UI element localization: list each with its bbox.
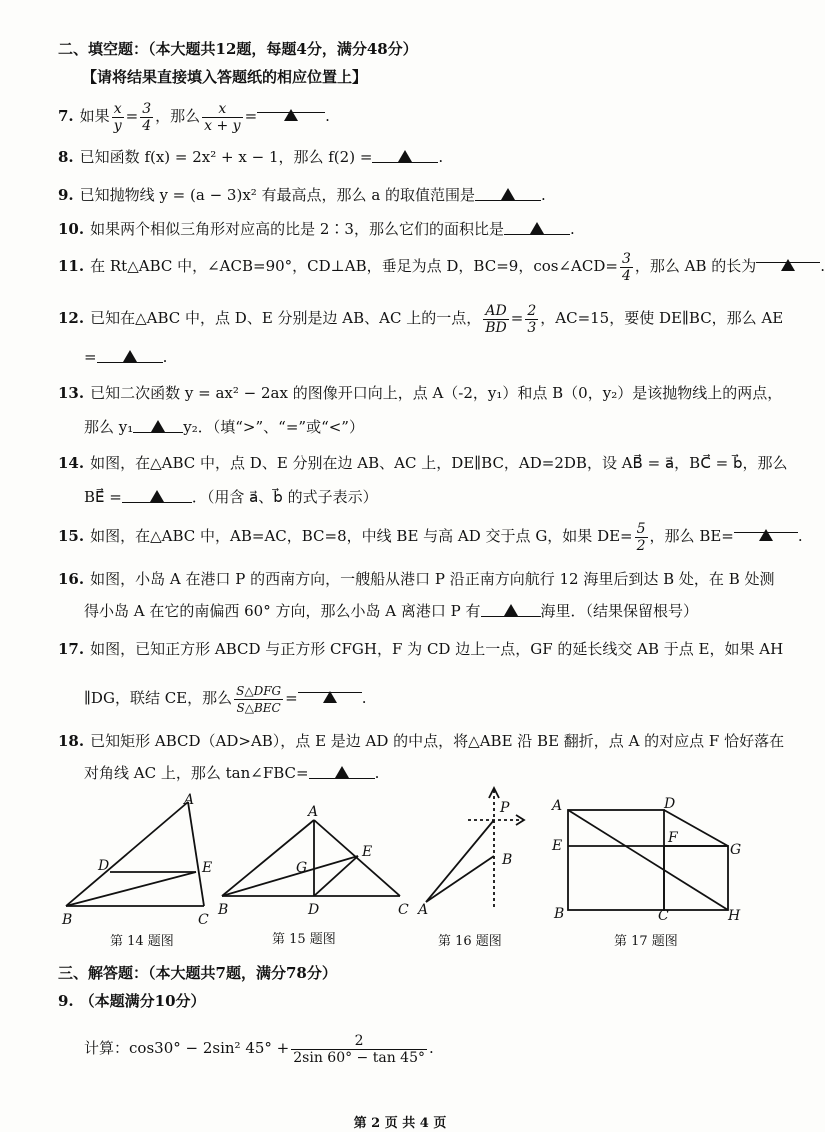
figure-15 (216, 800, 416, 930)
q17-text-a: ∥DG，联结 CE，那么 (84, 689, 233, 707)
edge-ac (188, 802, 204, 906)
question-number: 14. (58, 454, 85, 472)
question-number: 8. (58, 148, 74, 166)
question-number: 18. (58, 732, 85, 750)
question-16 (58, 568, 775, 590)
question-11 (58, 246, 825, 286)
triangle-mark-icon (335, 766, 349, 778)
label-f: F (668, 830, 678, 846)
page-footer: 第 2 页 共 4 页 (353, 1116, 447, 1131)
label-a: A (552, 798, 563, 814)
q14-text: 如图，在△ABC 中，点 D、E 分别在边 AB、AC 上，DE∥BC，AD=2DB，设 AB⃗ = a⃗，BC⃗ = b⃗，那么 (90, 454, 788, 472)
q9-text: 已知抛物线 y = (a − 3)x² 有最高点，那么 a 的取值范围是 (79, 186, 476, 204)
question-number: 12. (58, 309, 85, 327)
question-18-line2 (84, 762, 760, 784)
question-number: 9. (58, 186, 74, 204)
q13-text: 已知二次函数 y = ax² − 2ax 的图像开口向上，点 A（-2，y₁）和点 B（0，y₂）是该抛物线上的两点， (90, 384, 783, 402)
q14-text-a: BE⃗ = (84, 488, 122, 506)
square-cfgh (664, 846, 728, 910)
question-14-line2 (84, 486, 760, 508)
q15-end: . (797, 527, 803, 545)
segment-pa (426, 820, 494, 902)
label-c: C (398, 902, 409, 918)
question-16-line2 (84, 600, 760, 622)
q17-end: . (361, 689, 367, 707)
figure-16-caption: 第 16 题图 (438, 934, 502, 949)
label-e: E (552, 838, 563, 854)
figure-14 (58, 790, 228, 930)
label-a: A (418, 902, 429, 918)
q17-text: 如图，已知正方形 ABCD 与正方形 CFGH，F 为 CD 边上一点，GF 的延长线交 AB 于点 E，如果 AH (90, 640, 784, 658)
q9-end: . (541, 186, 546, 204)
label-g: G (296, 860, 308, 876)
fraction-3-over-4: $\frac{3}{4}$ (621, 250, 631, 284)
triangle-mark-icon (150, 490, 164, 502)
question-number: 15. (58, 527, 85, 545)
label-b: B (218, 902, 229, 918)
triangle-mark-icon (759, 529, 773, 541)
q13-text-a: 那么 y₁ (84, 418, 134, 436)
question-19 (84, 1024, 760, 1072)
question-12-line2 (84, 346, 760, 368)
label-b: B (554, 906, 565, 922)
triangle-mark-icon (284, 109, 298, 121)
label-e: E (362, 844, 373, 860)
q19-score: （本题满分10分） (79, 992, 206, 1010)
question-9 (58, 184, 760, 206)
q11-text: 在 Rt△ABC 中，∠ACB=90°，CD⊥AB，垂足为点 D，BC=9，cos∠ACD= (90, 257, 618, 275)
q12-end: . (162, 348, 168, 366)
q12-text: 已知在△ABC 中，点 D、E 分别是边 AB、AC 上的一点， (90, 309, 482, 327)
question-18 (58, 730, 785, 752)
triangle-mark-icon (501, 188, 515, 200)
question-19-header (58, 990, 760, 1012)
label-e: E (202, 860, 213, 876)
triangle-mark-icon (123, 350, 137, 362)
q7-text-a: 如果 (79, 107, 110, 125)
fraction-x-over-y: $\frac{x}{y}$ (113, 100, 122, 134)
label-b: B (62, 912, 73, 928)
question-number: 13. (58, 384, 85, 402)
label-p: P (500, 800, 510, 816)
triangle-mark-icon (151, 420, 165, 432)
question-15 (58, 516, 803, 556)
q10-end: . (569, 220, 575, 238)
question-number: 9. (58, 992, 74, 1010)
fraction-2-over-3: $\frac{2}{3}$ (527, 302, 537, 336)
question-7: 7. 如果 $\frac{x}{y}$ = $\frac{3}{4}$ ，那么 $\frac{x}{x + y}$ = . (58, 96, 760, 136)
label-a: A (184, 792, 195, 808)
q16-text-a: 得小岛 A 在它的南偏西 60° 方向，那么小岛 A 离港口 P 有 (84, 602, 481, 620)
answer-blank[interactable] (481, 600, 541, 617)
question-number: 11. (58, 257, 85, 275)
label-d: D (98, 858, 110, 874)
section2-title: 二、填空题：（本大题共12题，每题4分，满分48分） (58, 40, 418, 58)
q16-text: 如图，小岛 A 在港口 P 的西南方向，一艘船从港口 P 沿正南方向航行 12 海里后到达 B 处，在 B 处测 (90, 570, 775, 588)
label-g: G (730, 842, 742, 858)
edge-ab (222, 820, 314, 896)
q18-text: 已知矩形 ABCD（AD>AB），点 E 是边 AD 的中点，将△ABE 沿 BE 翻折，点 A 的对应点 F 恰好落在 (90, 732, 785, 750)
segment-ab (426, 856, 494, 902)
fraction-ad-over-bd: $\frac{AD}{BD}$ (485, 302, 507, 336)
answer-blank[interactable] (122, 486, 192, 503)
q16-text-b: 海里．（结果保留根号） (540, 602, 699, 620)
answer-blank[interactable] (298, 676, 362, 693)
answer-blank[interactable] (372, 146, 438, 163)
q12-text2: ，AC=15，要使 DE∥BC，那么 AE (540, 309, 784, 327)
median-be (222, 856, 358, 896)
answer-blank[interactable] (257, 96, 325, 113)
triangle-mark-icon (530, 222, 544, 234)
figure-17-caption: 第 17 题图 (614, 934, 678, 949)
q7-end: . (325, 107, 330, 125)
answer-blank[interactable] (97, 346, 163, 363)
question-number: 17. (58, 640, 85, 658)
q7-text-b: ，那么 (155, 107, 201, 125)
section2-instruction: 【请将结果直接填入答题纸的相应位置上】 (82, 68, 368, 86)
figure-16 (418, 786, 528, 926)
segment-ah (568, 810, 728, 910)
q8-text: 已知函数 f(x) = 2x² + x − 1，那么 f(2) = (79, 148, 373, 166)
question-13 (58, 382, 783, 404)
fraction-area-ratio: $\frac{\text{S△DFG}}{\text{S△BEC}}$ (236, 683, 282, 715)
question-number: 7. (58, 107, 74, 125)
figure-14-caption: 第 14 题图 (110, 934, 174, 949)
answer-blank[interactable] (133, 416, 183, 433)
question-12: 12. 已知在△ABC 中，点 D、E 分别是边 AB、AC 上的一点， $\frac{AD}{BD}$ = $\frac{2}{3}$ ，AC=15，要使 DE∥BC，那么 AE (58, 302, 784, 336)
q7-equals: = (244, 107, 258, 125)
fraction-3-over-4: $\frac{3}{4}$ (142, 100, 152, 134)
q15-text: 如图，在△ABC 中，AB=AC，BC=8，中线 BE 与高 AD 交于点 G，如果 DE= (90, 527, 633, 545)
answer-blank[interactable] (475, 184, 541, 201)
question-17-line2 (84, 676, 760, 720)
q19-end: . (429, 1039, 434, 1057)
question-14 (58, 452, 788, 474)
q11-text2: ，那么 AB 的长为 (634, 257, 757, 275)
fraction-calc: $\frac{2}{2\sin 60^\circ - \tan 45^\circ}$ (293, 1032, 425, 1066)
q8-end: . (438, 148, 444, 166)
label-b: B (502, 852, 513, 868)
q19-expression: cos30° − 2sin² 45° + (129, 1039, 290, 1057)
q18-text-a: 对角线 AC 上，那么 tan∠FBC= (84, 764, 309, 782)
question-number: 16. (58, 570, 85, 588)
q15-text2: ，那么 BE= (649, 527, 734, 545)
answer-blank[interactable] (504, 218, 570, 235)
question-13-line2 (84, 416, 760, 438)
q10-text: 如果两个相似三角形对应高的比是 2∶3，那么它们的面积比是 (90, 220, 504, 238)
q12-equals: = (84, 348, 97, 366)
label-d: D (664, 796, 676, 812)
q18-end: . (374, 764, 380, 782)
answer-blank[interactable] (756, 246, 820, 263)
q13-text-b: y₂．（填“>”、“=”或“<”） (183, 418, 364, 436)
section3-title: 三、解答题：（本大题共7题，满分78分） (58, 964, 337, 982)
q11-end: . (820, 257, 825, 275)
triangle-mark-icon (398, 150, 412, 162)
figure-17 (546, 796, 756, 926)
triangle-mark-icon (504, 604, 518, 616)
answer-blank[interactable] (734, 516, 798, 533)
label-c: C (658, 908, 669, 924)
q17-equals: = (285, 689, 298, 707)
triangle-mark-icon (781, 259, 795, 271)
fraction-x-over-x-plus-y: $\frac{x}{x + y}$ (204, 100, 241, 134)
figure-15-caption: 第 15 题图 (272, 932, 336, 947)
label-h: H (728, 908, 741, 924)
label-c: C (198, 912, 209, 928)
question-10 (58, 218, 760, 240)
question-17 (58, 638, 784, 660)
question-number: 10. (58, 220, 85, 238)
label-d: D (308, 902, 320, 918)
triangle-mark-icon (323, 691, 337, 703)
question-8 (58, 146, 760, 168)
q19-calc-label: 计算： (84, 1039, 130, 1057)
fraction-5-over-2: $\frac{5}{2}$ (636, 520, 646, 554)
answer-blank[interactable] (309, 762, 375, 779)
q14-text-b: ．（用含 a⃗、b⃗ 的式子表示） (191, 488, 378, 506)
label-a: A (308, 804, 319, 820)
